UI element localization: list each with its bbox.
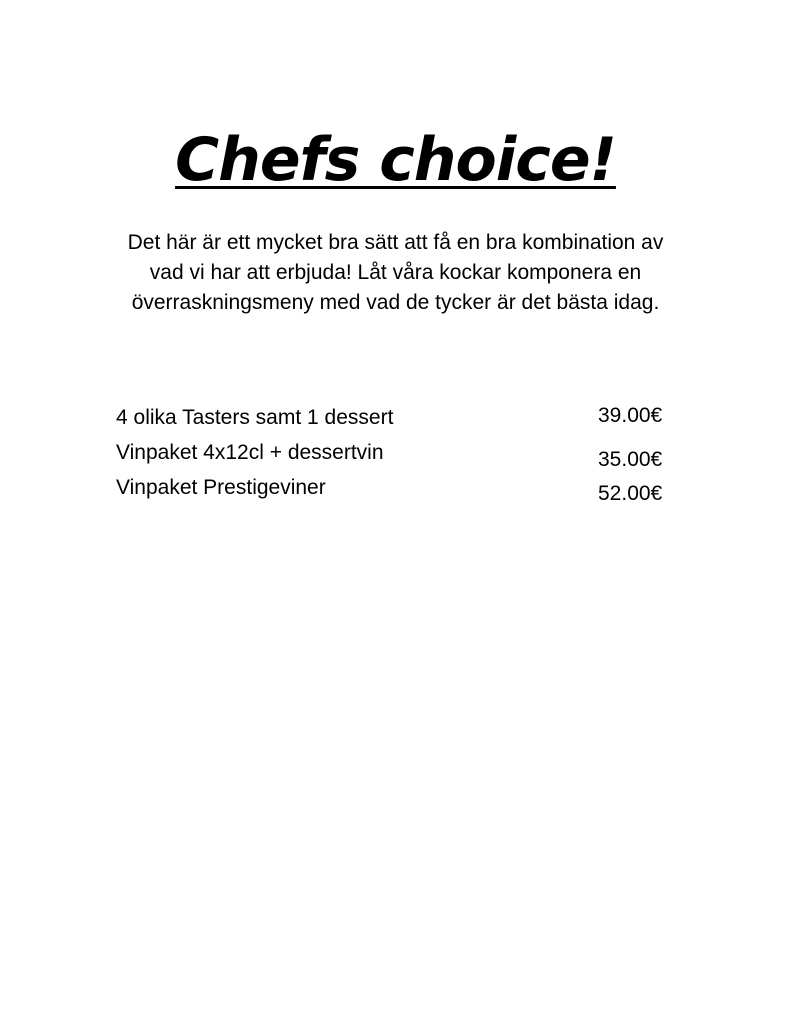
intro-paragraph: Det här är ett mycket bra sätt att få en bra kombination av vad vi har att erbjuda! Låt våra kockar komponera en överraskningsmeny med vad de tycker är det bästa idag. xyxy=(127,231,664,314)
page-title xyxy=(0,122,791,198)
page-title-text: Chefs choice! xyxy=(175,125,616,195)
menu-item-name: Vinpaket 4x12cl + dessertvin xyxy=(116,441,384,464)
menu-item-price: 39.00€ xyxy=(598,404,663,427)
menu-item-price: 52.00€ xyxy=(598,482,663,505)
menu-item-name: 4 olika Tasters samt 1 dessert xyxy=(116,406,394,429)
menu-item-name: Vinpaket Prestigeviner xyxy=(116,476,326,499)
menu-item-price: 35.00€ xyxy=(598,448,663,471)
